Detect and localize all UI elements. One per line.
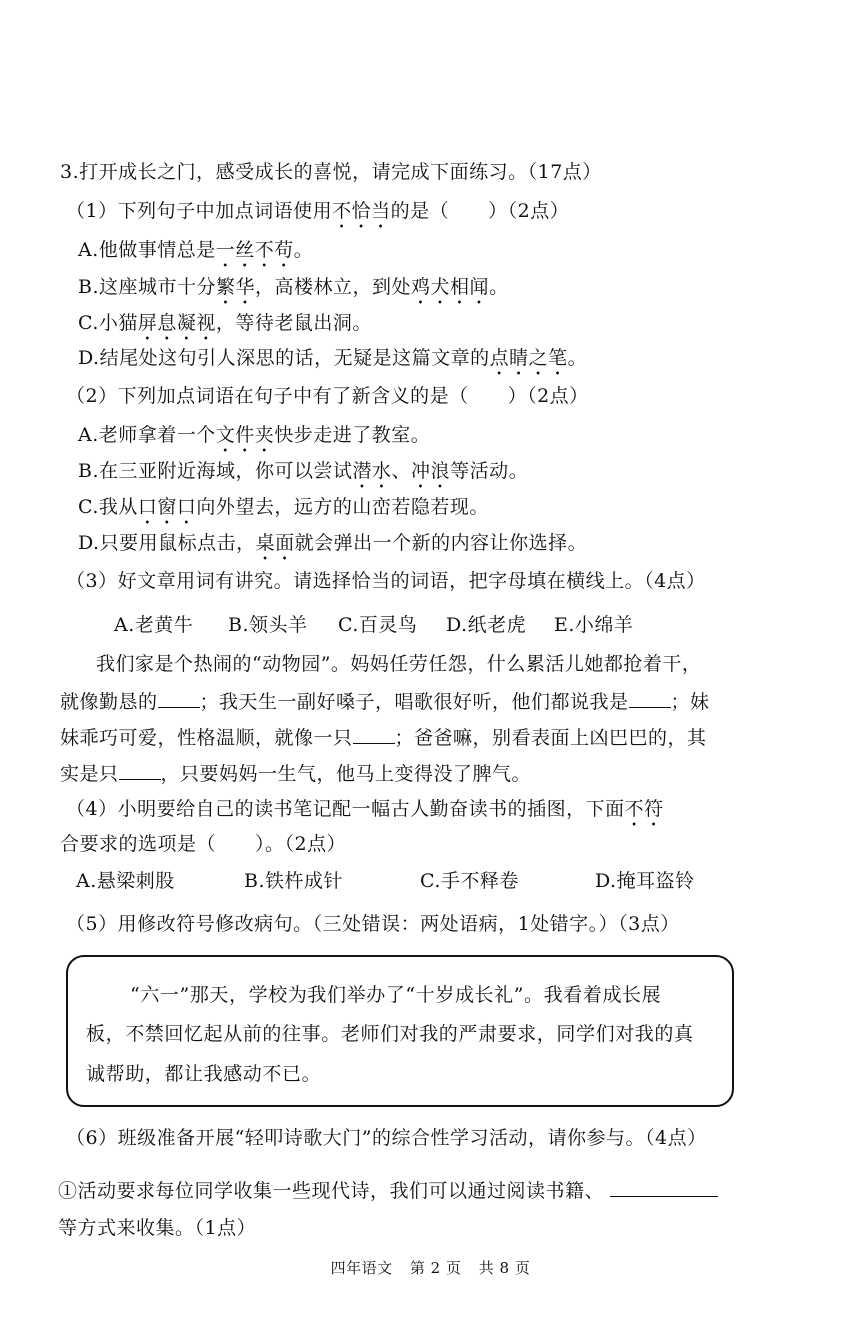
sub-question-1-option-b: B.这座城市十分繁华，高楼林立，到处鸡犬相闻。 [78,276,509,298]
sub-question-4-options [76,869,695,893]
box-text-line: 板，不禁回忆起从前的往事。老师们对我的严肃要求，同学们对我的真 [86,1023,694,1045]
footer-subject: 四年语文 [330,1259,393,1277]
answer-blank[interactable] [610,1178,718,1197]
footer-total-pages: 共 8 页 [478,1259,531,1277]
answer-blank[interactable] [353,725,395,744]
word-option: B.领头羊 [228,614,308,636]
sub-question-2-option-d: D.只要用鼠标点击，桌面就会弹出一个新的内容让你选择。 [78,532,588,554]
sub-question-6-stem: （6）班级准备开展“轻叩诗歌大门”的综合性学习活动，请你参与。（4点） [66,1127,707,1149]
sub-question-1-option-c: C.小猫屏息凝视，等待老鼠出洞。 [78,312,372,334]
page-footer [0,1257,861,1278]
fill-paragraph-line: 就像勤恳的 ；我天生一副好嗓子，唱歌很好听，他们都说我是 ；妹 [60,691,710,713]
choice-option: A.悬梁刺股 [76,870,175,892]
sub-question-4-stem: （4）小明要给自己的读书笔记配一幅古人勤奋读书的插图，下面不符 [66,798,664,820]
sub-question-2-stem: （2）下列加点词语在句子中有了新含义的是（ ）（2点） [66,385,589,407]
sub-question-3-stem: （3）好文章用词有讲究。请选择恰当的词语，把字母填在横线上。（4点） [66,570,706,592]
sentence-correction-box [66,955,734,1107]
choice-option: D.掩耳盗铃 [595,870,695,892]
sub-question-6-item-1: ①活动要求每位同学收集一些现代诗，我们可以通过阅读书籍、 [58,1178,718,1203]
sub-question-2-option-b: B.在三亚附近海域，你可以尝试潜水、冲浪等活动。 [78,460,529,482]
box-text-line: 诚帮助，都让我感动不已。 [86,1063,322,1085]
sub-question-5-stem: （5）用修改符号修改病句。（三处错误：两处语病，1处错字。）（3点） [66,913,680,935]
word-option: E.小绵羊 [554,614,634,636]
sub-question-2-option-c: C.我从口窗口向外望去，远方的山峦若隐若现。 [78,496,489,518]
answer-blank[interactable] [158,689,200,708]
fill-paragraph-line: 妹乖巧可爱，性格温顺，就像一只 ；爸爸嘛，别看表面上凶巴巴的，其 [60,727,707,749]
word-option: D.纸老虎 [446,614,527,636]
question-3-title: 3.打开成长之门，感受成长的喜悦，请完成下面练习。（17点） [60,161,602,183]
sub-question-3-options [114,613,633,637]
answer-blank[interactable] [119,761,161,780]
sub-question-6-item-1-cont: 等方式来收集。（1点） [58,1217,257,1239]
sub-question-1-stem: （1）下列句子中加点词语使用不恰当的是（ ）（2点） [66,200,570,222]
footer-page-number: 第 2 页 [409,1259,462,1277]
fill-paragraph-line: 我们家是个热闹的“动物园”。妈妈任劳任怨，什么累活儿她都抢着干， [96,653,702,675]
choice-option: C.手不释卷 [420,870,519,892]
box-text-line: “六一”那天，学校为我们举办了“十岁成长礼”。我看着成长展 [130,984,662,1006]
choice-option: B.铁杵成针 [244,870,344,892]
word-option: C.百灵鸟 [338,614,418,636]
sub-question-1-option-d: D.结尾处这句引人深思的话，无疑是这篇文章的点睛之笔。 [78,347,588,369]
sub-question-2-option-a: A.老师拿着一个文件夹快步走进了教室。 [78,424,431,446]
sub-question-4-stem-cont: 合要求的选项是（ ）。（2点） [60,833,347,855]
sub-question-1-option-a: A.他做事情总是一丝不苟。 [78,239,314,261]
answer-blank[interactable] [629,689,671,708]
word-option: A.老黄牛 [114,614,194,636]
fill-paragraph-line: 实是只 ，只要妈妈一生气，他马上变得没了脾气。 [60,763,532,785]
